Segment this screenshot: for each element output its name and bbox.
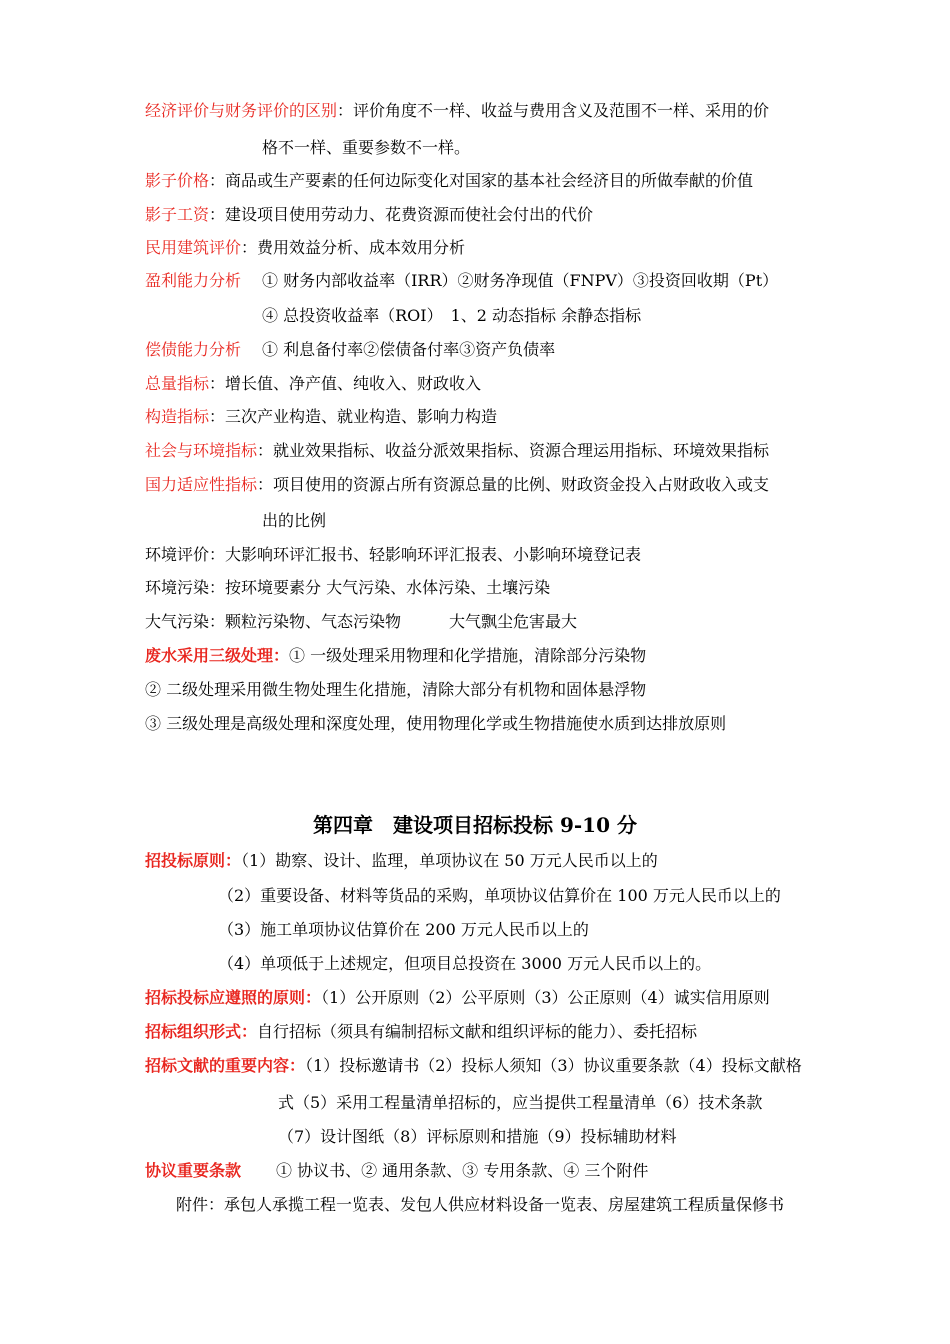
national-continuation: 出的比例 bbox=[262, 511, 327, 530]
shadow-price-label: 影子价格 bbox=[145, 171, 210, 190]
profit-label: 盈利能力分析 bbox=[145, 271, 242, 290]
wastewater-line bbox=[145, 646, 646, 666]
profit-line bbox=[145, 271, 241, 291]
profit-text-1: ① 财务内部收益率（IRR）②财务净现值（FNPV）③投资回收期（Pt） bbox=[262, 271, 779, 290]
shadow-wage-text: ：建设项目使用劳动力、花费资源而使社会付出的代价 bbox=[209, 205, 594, 224]
wastewater-label: 废水采用三级处理： bbox=[145, 646, 290, 665]
comply-label: 招标投标应遵照的原则： bbox=[145, 988, 322, 1007]
econ-eval-label: 经济评价与财务评价的区别 bbox=[145, 101, 338, 120]
civil-eval-label: 民用建筑评价 bbox=[145, 238, 242, 257]
national-text: ：项目使用的资源占所有资源总量的比例、财政资金投入占财政收入或支 bbox=[257, 475, 770, 494]
org-text: 自行招标（须具有编制招标文献和组织评标的能力）、委托招标 bbox=[257, 1022, 698, 1041]
social-text: ：就业效果指标、收益分派效果指标、资源合理运用指标、环境效果指标 bbox=[257, 441, 770, 460]
social-label: 社会与环境指标 bbox=[145, 441, 258, 460]
solvency-label: 偿债能力分析 bbox=[145, 340, 242, 359]
profit-text-2: ④ 总投资收益率（ROI） 1、2 动态指标 余静态指标 bbox=[262, 306, 642, 325]
env-eval-line: 环境评价：大影响环评汇报书、轻影响环评汇报表、小影响环境登记表 bbox=[145, 545, 642, 564]
principle-2: （2）重要设备、材料等货品的采购，单项协议估算价在 100 万元人民币以上的 bbox=[218, 886, 781, 905]
structure-text: ：三次产业构造、就业构造、影响力构造 bbox=[209, 407, 498, 426]
national-line bbox=[145, 475, 769, 495]
docs-label: 招标文献的重要内容： bbox=[145, 1056, 306, 1075]
attach-line: 附件：承包人承揽工程一览表、发包人供应材料设备一览表、房屋建筑工程质量保修书 bbox=[176, 1195, 785, 1214]
national-label: 国力适应性指标 bbox=[145, 475, 258, 494]
econ-eval-continuation: 格不一样、重要参数不一样。 bbox=[262, 138, 471, 157]
shadow-price-line bbox=[145, 171, 753, 191]
solvency-text: ① 利息备付率②偿债备付率③资产负债率 bbox=[262, 340, 556, 359]
civil-eval-text: ：费用效益分析、成本效用分析 bbox=[241, 238, 466, 257]
clauses-text: ① 协议书、② 通用条款、③ 专用条款、④ 三个附件 bbox=[276, 1161, 649, 1180]
principle-line bbox=[145, 851, 658, 871]
total-label: 总量指标 bbox=[145, 374, 210, 393]
econ-eval-line bbox=[145, 101, 769, 121]
total-text: ：增长值、净产值、纯收入、财政收入 bbox=[209, 374, 482, 393]
civil-eval-line bbox=[145, 238, 465, 258]
comply-text: （1）公开原则（2）公平原则（3）公正原则（4）诚实信用原则 bbox=[321, 988, 770, 1007]
docs-text-2: 式（5）采用工程量清单招标的，应当提供工程量清单（6）技术条款 bbox=[278, 1093, 763, 1112]
clauses-line bbox=[145, 1161, 241, 1181]
air-pollution-line: 大气污染：颗粒污染物、气态污染物 大气飘尘危害最大 bbox=[145, 612, 578, 631]
chapter-title: 第四章 建设项目招标投标 9-10 分 bbox=[313, 813, 637, 837]
solvency-line bbox=[145, 340, 241, 360]
wastewater-text-1: ① 一级处理采用物理和化学措施，清除部分污染物 bbox=[289, 646, 647, 665]
structure-label: 构造指标 bbox=[145, 407, 210, 426]
principle-4: （4）单项低于上述规定，但项目总投资在 3000 万元人民币以上的。 bbox=[218, 954, 712, 973]
econ-eval-text: ：评价角度不一样、收益与费用含义及范围不一样、采用的价 bbox=[337, 101, 770, 120]
shadow-price-text: ：商品或生产要素的任何边际变化对国家的基本社会经济目的所做奉献的价值 bbox=[209, 171, 754, 190]
total-line bbox=[145, 374, 481, 394]
docs-line bbox=[145, 1056, 802, 1076]
principle-1: （1）勘察、设计、监理，单项协议在 50 万元人民币以上的 bbox=[241, 851, 658, 870]
docs-text-3: （7）设计图纸（8）评标原则和措施（9）投标辅助材料 bbox=[278, 1127, 677, 1146]
org-line bbox=[145, 1022, 697, 1042]
shadow-wage-label: 影子工资 bbox=[145, 205, 210, 224]
comply-line bbox=[145, 988, 770, 1008]
principle-label: 招投标原则： bbox=[145, 851, 242, 870]
env-pollution-line: 环境污染：按环境要素分 大气污染、水体污染、土壤污染 bbox=[145, 578, 551, 597]
wastewater-text-2: ② 二级处理采用微生物处理生化措施，清除大部分有机物和固体悬浮物 bbox=[145, 680, 647, 699]
docs-text-1: （1）投标邀请书（2）投标人须知（3）协议重要条款（4）投标文献格 bbox=[305, 1056, 802, 1075]
wastewater-text-3: ③ 三级处理是高级处理和深度处理，使用物理化学或生物措施使水质到达排放原则 bbox=[145, 714, 727, 733]
structure-line bbox=[145, 407, 497, 427]
org-label: 招标组织形式： bbox=[145, 1022, 258, 1041]
principle-3: （3）施工单项协议估算价在 200 万元人民币以上的 bbox=[218, 920, 589, 939]
social-line bbox=[145, 441, 769, 461]
shadow-wage-line bbox=[145, 205, 593, 225]
clauses-label: 协议重要条款 bbox=[145, 1161, 242, 1180]
